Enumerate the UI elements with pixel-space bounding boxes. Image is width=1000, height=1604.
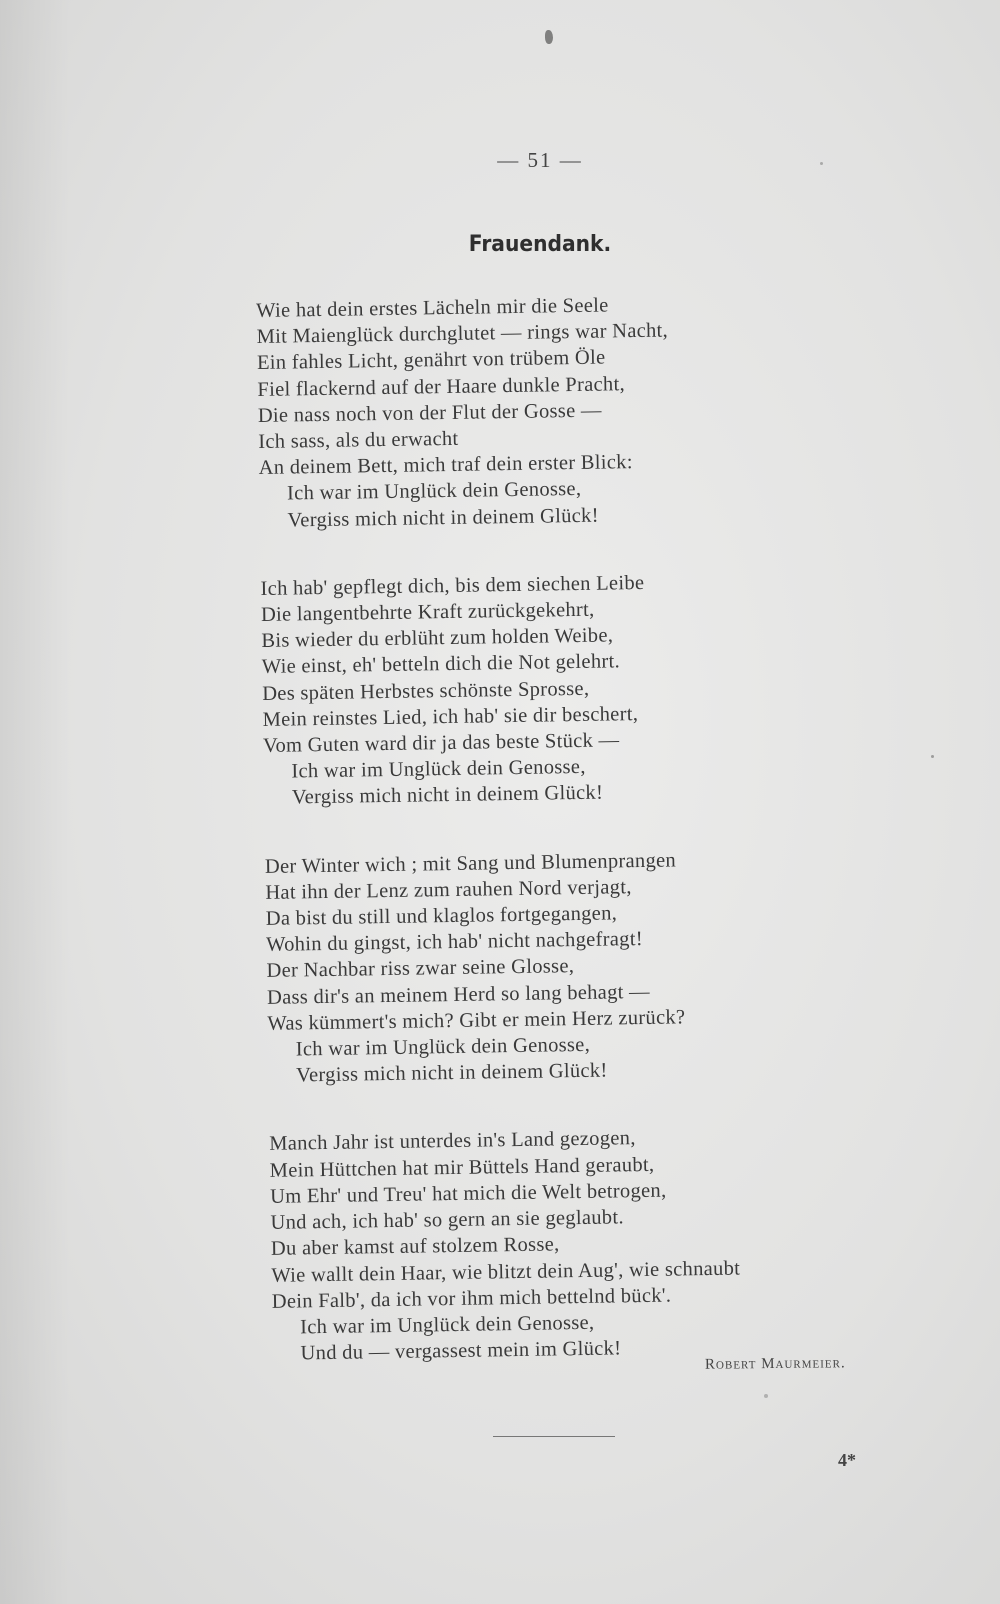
poem-line: Mit Maienglück durchglutet — rings war Nacht, [256,319,669,349]
poem-line: Was kümmert's mich? Gibt er mein Herz zurück? [267,1006,686,1035]
poem-line: Die nass noch von der Flut der Gosse — [257,399,602,427]
refrain-line: Vergiss mich nicht in deinem Glück! [296,1059,608,1087]
poem-line: Die langentbehrte Kraft zurückgekehrt, [260,598,595,626]
poem-line: Du aber kamst auf stolzem Rosse, [270,1233,560,1261]
poem-line: Mein reinstes Lied, ich hab' sie dir beschert, [262,702,639,731]
poem-line: Mein Hüttchen hat mir Büttels Hand geraubt, [269,1153,655,1182]
poem-body [256,288,913,1409]
refrain-line: Vergiss mich nicht in deinem Glück! [291,782,604,809]
stanza-2 [260,566,904,812]
poem-line: Des späten Herbstes schönste Sprosse, [262,677,590,705]
refrain-line: Ich war im Unglück dein Genosse, [291,756,586,783]
page-number: — 51 — [497,148,583,172]
poem-line: Dein Falb', da ich vor ihm mich bettelnd bück'. [271,1284,672,1313]
refrain-line: Vergiss mich nicht in deinem Glück! [287,504,599,532]
poem-line: An deinem Bett, mich traf dein erster Blick: [258,451,633,480]
poem-line: Vom Guten ward dir ja das beste Stück — [262,729,620,757]
poem-line: Fiel flackernd auf der Haare dunkle Pracht, [257,372,626,401]
page-speck [931,755,934,758]
stanza-4 [269,1121,913,1367]
stanza-3 [265,844,909,1090]
poem-line: Der Winter wich ; mit Sang und Blumenprangen [264,849,677,878]
poem-line: Bis wieder du erblüht zum holden Weibe, [261,624,614,653]
poem-title: Frauendank. [468,232,612,257]
poem-line: Und ach, ich hab' so gern an sie geglaubt. [270,1206,624,1234]
poem-line: Manch Jahr ist unterdes in's Land gezogen, [269,1127,636,1156]
poem-line: Um Ehr' und Treu' hat mich die Welt betrogen, [269,1179,667,1208]
poem-line: Dass dir's an meinem Herd so lang behagt — [266,980,651,1009]
poem-line: Wie hat dein erstes Lächeln mir die Seele [256,294,609,322]
refrain-line: Ich war im Unglück dein Genosse, [295,1033,591,1061]
poem-line: Ein fahles Licht, genährt von trübem Öle [256,346,606,375]
refrain-line: Ich war im Unglück dein Genosse, [286,478,582,505]
author-signature: Robert Maurmeier. [704,1355,846,1373]
sheet-signature-mark: 4* [838,1450,856,1470]
page-blemish [545,30,553,44]
poem-line: Ich sass, als du erwacht [258,427,459,453]
stanza-1 [256,288,900,534]
poem-line: Der Nachbar riss zwar seine Glosse, [266,955,575,983]
poem-line: Wie einst, eh' betteln dich die Not gelehrt. [261,650,621,679]
divider-rule [493,1436,615,1437]
poem-line: Ich hab' gepflegt dich, bis dem siechen Leibe [260,571,645,600]
poem-line: Wie wallt dein Haar, wie blitzt dein Aug', wie schnaubt [271,1257,741,1287]
poem-line: Wohin du gingst, ich hab' nicht nachgefragt! [265,928,644,957]
refrain-line: Ich war im Unglück dein Genosse, [300,1311,595,1339]
refrain-line: Und du — vergassest mein im Glück! [300,1337,622,1365]
poem-line: Da bist du still und klaglos fortgegangen, [265,902,618,930]
poem-line: Hat ihn der Lenz zum rauhen Nord verjagt, [265,876,632,904]
